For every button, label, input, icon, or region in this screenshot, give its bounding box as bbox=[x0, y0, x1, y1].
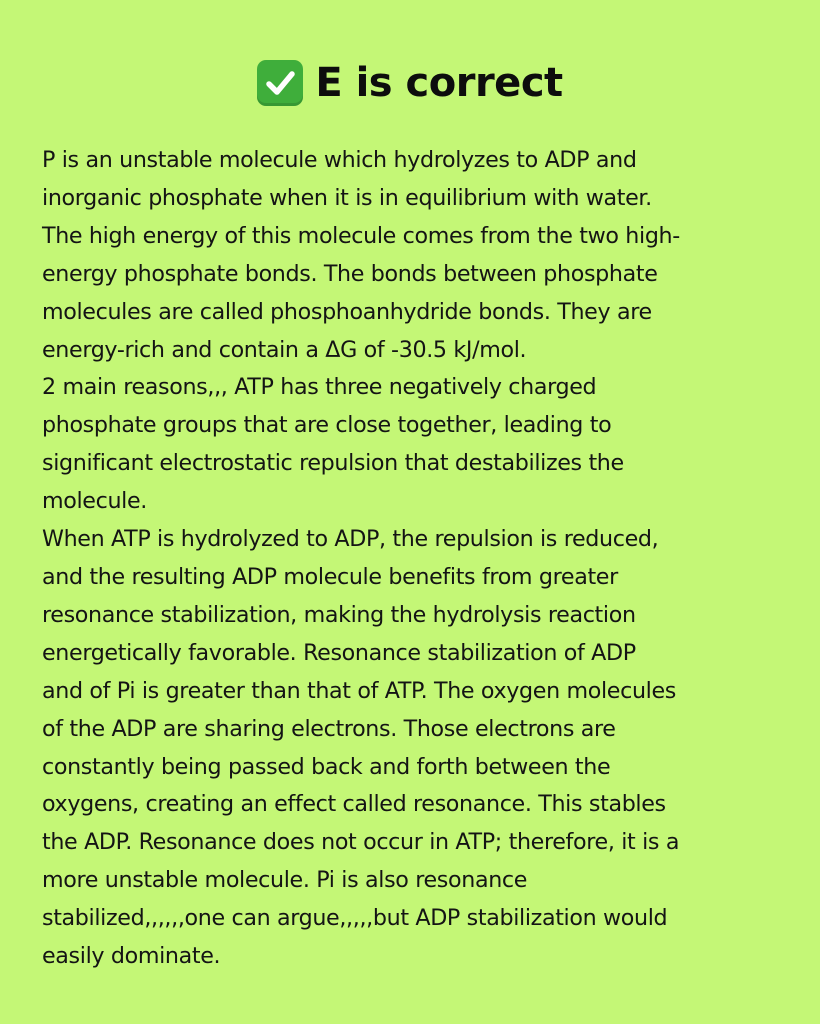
paragraph-resonance: When ATP is hydrolyzed to ADP, the repulsion is reduced, and the resulting ADP molecule benefits from greater resonance stabilization, making the hydrolysis reaction energetically favorable. Resonance stabilization of ADP and of Pi is greater than that of ATP. The oxygen molecules of the ADP are sharing electrons. Those electrons are constantly being passed back and forth between the oxygens, creating an effect called resonance. This stables the ADP. Resonance does not occur in ATP; therefore, it is a more unstable molecule. Pi is also resonance stabilized,,,,,,one can argue,,,,,but ADP stabilization would easily dominate. bbox=[42, 526, 680, 970]
explanation-text bbox=[42, 142, 818, 976]
page-title: E is correct bbox=[315, 60, 563, 106]
header bbox=[0, 57, 820, 109]
paragraph-atp-energy: P is an unstable molecule which hydrolyzes to ADP and inorganic phosphate when it is in equilibrium with water. The high energy of this molecule comes from the two high- energy phosphate bonds. The bonds between phosphate molecules are called phosphoanhydride bonds. They are energy-rich and contain a ΔG of -30.5 kJ/mol. bbox=[42, 147, 680, 363]
paragraph-main-reasons: 2 main reasons,,, ATP has three negatively charged phosphate groups that are close together, leading to significant electrostatic repulsion that destabilizes the molecule. bbox=[42, 374, 624, 515]
check-mark-button-icon bbox=[257, 60, 303, 106]
